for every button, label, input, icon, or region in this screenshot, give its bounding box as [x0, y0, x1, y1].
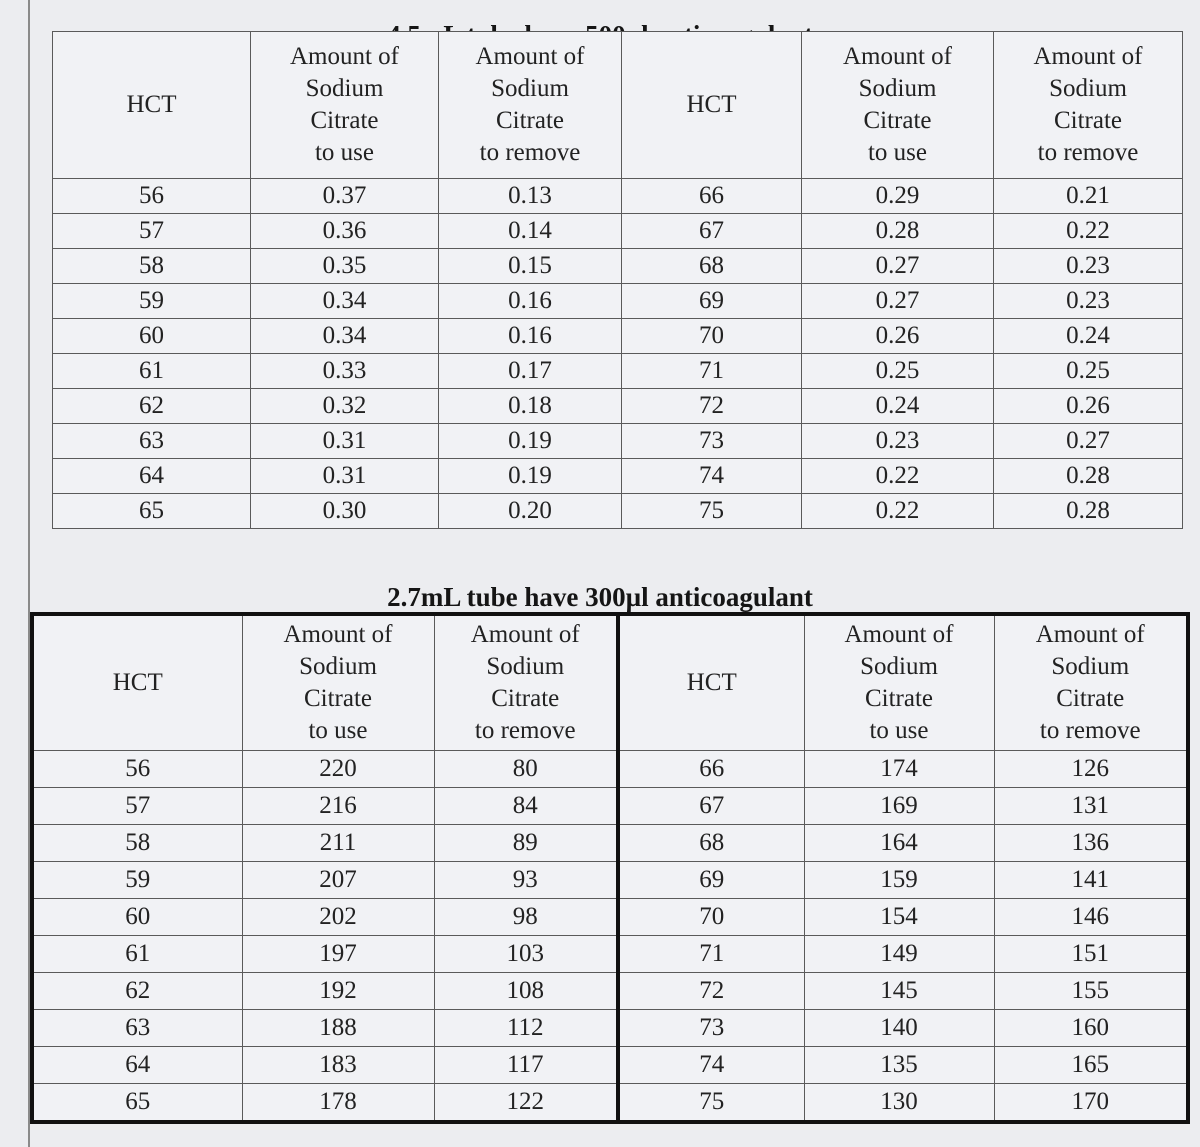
- table-cell: 0.28: [802, 214, 994, 249]
- table-cell: 57: [53, 214, 251, 249]
- table-cell: 84: [434, 788, 618, 825]
- table-cell: 0.34: [251, 284, 439, 319]
- table-cell: 220: [242, 751, 434, 788]
- column-header-line: HCT: [112, 669, 163, 696]
- table-cell: 60: [53, 319, 251, 354]
- table-cell: 0.25: [802, 354, 994, 389]
- table-cell: 164: [804, 825, 994, 862]
- table-cell: 65: [32, 1084, 242, 1123]
- header-row: [32, 614, 1188, 751]
- table-row: [53, 214, 1183, 249]
- table-cell: 70: [618, 899, 804, 936]
- table-cell: 0.22: [802, 494, 994, 529]
- column-header: [251, 32, 439, 179]
- table-cell: 67: [622, 214, 802, 249]
- table-cell: 64: [53, 459, 251, 494]
- table-cell: 0.26: [994, 389, 1183, 424]
- column-header-line: Citrate: [303, 685, 373, 712]
- table-cell: 188: [242, 1010, 434, 1047]
- column-header: [32, 614, 242, 751]
- column-header-line: to remove: [1039, 717, 1141, 744]
- table-row: [32, 825, 1188, 862]
- column-header: [242, 614, 434, 751]
- column-header: [994, 614, 1188, 751]
- table-cell: 72: [622, 389, 802, 424]
- table-cell: 0.23: [994, 249, 1183, 284]
- column-header-line: Amount of: [470, 621, 580, 648]
- column-header-line: Sodium: [299, 653, 377, 680]
- table-cell: 0.28: [994, 459, 1183, 494]
- table-cell: 66: [622, 179, 802, 214]
- table-cell: 59: [32, 862, 242, 899]
- table-cell: 216: [242, 788, 434, 825]
- column-header-line: HCT: [686, 91, 737, 118]
- column-header-line: to use: [869, 717, 929, 744]
- column-header-line: Sodium: [860, 653, 938, 680]
- table-cell: 61: [53, 354, 251, 389]
- column-header-line: Amount of: [1033, 43, 1143, 70]
- column-header-line: Citrate: [863, 107, 932, 134]
- table-cell: 59: [53, 284, 251, 319]
- column-header: [994, 32, 1183, 179]
- table-cell: 151: [994, 936, 1188, 973]
- table-cell: 80: [434, 751, 618, 788]
- column-header-line: Citrate: [1053, 107, 1123, 134]
- table-cell: 93: [434, 862, 618, 899]
- table-cell: 192: [242, 973, 434, 1010]
- table-cell: 56: [32, 751, 242, 788]
- column-header-line: to remove: [1037, 139, 1139, 166]
- table-cell: 0.30: [251, 494, 439, 529]
- table-cell: 0.15: [439, 249, 622, 284]
- table-cell: 0.28: [994, 494, 1183, 529]
- table-row: [53, 459, 1183, 494]
- table-cell: 0.35: [251, 249, 439, 284]
- table-cell: 141: [994, 862, 1188, 899]
- table-cell: 0.14: [439, 214, 622, 249]
- column-header-line: Sodium: [1049, 75, 1127, 102]
- column-header-line: to use: [867, 139, 928, 166]
- table-cell: 0.34: [251, 319, 439, 354]
- table-cell: 0.32: [251, 389, 439, 424]
- table-cell: 74: [618, 1047, 804, 1084]
- citrate-table-4-5ml: [52, 31, 1183, 529]
- table-cell: 67: [618, 788, 804, 825]
- table-row: [53, 354, 1183, 389]
- table-cell: 130: [804, 1084, 994, 1123]
- column-header-line: Sodium: [486, 653, 565, 680]
- table-cell: 71: [618, 936, 804, 973]
- table-cell: 57: [32, 788, 242, 825]
- column-header-line: Sodium: [1051, 653, 1130, 680]
- table-row: [32, 936, 1188, 973]
- column-header-line: Citrate: [864, 685, 934, 712]
- column-header: [53, 32, 251, 179]
- table-cell: 140: [804, 1010, 994, 1047]
- column-header-line: HCT: [126, 91, 177, 118]
- table-cell: 145: [804, 973, 994, 1010]
- table-row: [32, 899, 1188, 936]
- table-cell: 0.13: [439, 179, 622, 214]
- table-cell: 63: [53, 424, 251, 459]
- column-header-line: Citrate: [495, 107, 565, 134]
- table-cell: 0.19: [439, 424, 622, 459]
- column-header-line: Amount of: [289, 43, 400, 70]
- table-cell: 183: [242, 1047, 434, 1084]
- column-header-line: to use: [314, 139, 375, 166]
- table-cell: 74: [622, 459, 802, 494]
- table-cell: 0.25: [994, 354, 1183, 389]
- column-header-line: Amount of: [1035, 621, 1145, 648]
- table-cell: 0.20: [439, 494, 622, 529]
- table-cell: 174: [804, 751, 994, 788]
- table-cell: 155: [994, 973, 1188, 1010]
- table-cell: 159: [804, 862, 994, 899]
- table-cell: 75: [622, 494, 802, 529]
- table-cell: 66: [618, 751, 804, 788]
- table-cell: 98: [434, 899, 618, 936]
- table-cell: 0.36: [251, 214, 439, 249]
- column-header: [804, 614, 994, 751]
- table-cell: 68: [618, 825, 804, 862]
- table-cell: 165: [994, 1047, 1188, 1084]
- table-cell: 63: [32, 1010, 242, 1047]
- table-cell: 56: [53, 179, 251, 214]
- table-cell: 61: [32, 936, 242, 973]
- table-cell: 136: [994, 825, 1188, 862]
- table-row: [32, 973, 1188, 1010]
- table-cell: 0.22: [994, 214, 1183, 249]
- table-cell: 58: [53, 249, 251, 284]
- header-row: [53, 32, 1183, 179]
- table-cell: 0.22: [802, 459, 994, 494]
- table-cell: 0.16: [439, 284, 622, 319]
- table-row: [32, 751, 1188, 788]
- table-row: [32, 1047, 1188, 1084]
- column-header-line: Amount of: [475, 43, 585, 70]
- table-cell: 71: [622, 354, 802, 389]
- table-cell: 135: [804, 1047, 994, 1084]
- table-row: [53, 249, 1183, 284]
- table-cell: 211: [242, 825, 434, 862]
- table-row: [53, 284, 1183, 319]
- table-cell: 0.27: [802, 284, 994, 319]
- column-header-line: Sodium: [305, 75, 384, 102]
- table-cell: 73: [622, 424, 802, 459]
- table-row: [32, 1010, 1188, 1047]
- table-cell: 170: [994, 1084, 1188, 1123]
- table-title-2-7ml: 2.7mL tube have 300µl anticoagulant: [387, 582, 813, 612]
- table-cell: 103: [434, 936, 618, 973]
- column-header-line: Amount of: [842, 43, 953, 70]
- column-header-line: Citrate: [310, 107, 379, 134]
- column-header-line: to use: [308, 717, 368, 744]
- citrate-table-2-7ml: [30, 612, 1190, 1124]
- table-cell: 58: [32, 825, 242, 862]
- column-header-line: Amount of: [844, 621, 954, 648]
- column-header: [439, 32, 622, 179]
- table-cell: 0.16: [439, 319, 622, 354]
- table-cell: 178: [242, 1084, 434, 1123]
- table-cell: 73: [618, 1010, 804, 1047]
- table-cell: 0.27: [994, 424, 1183, 459]
- table-cell: 169: [804, 788, 994, 825]
- table-cell: 68: [622, 249, 802, 284]
- table-cell: 108: [434, 973, 618, 1010]
- table-cell: 75: [618, 1084, 804, 1123]
- column-header-line: Citrate: [1056, 685, 1125, 712]
- table-cell: 112: [434, 1010, 618, 1047]
- table-cell: 117: [434, 1047, 618, 1084]
- table-cell: 62: [32, 973, 242, 1010]
- table-cell: 72: [618, 973, 804, 1010]
- column-header-line: Sodium: [858, 75, 937, 102]
- table-row: [53, 389, 1183, 424]
- table-cell: 149: [804, 936, 994, 973]
- table-cell: 62: [53, 389, 251, 424]
- table-cell: 197: [242, 936, 434, 973]
- table-cell: 0.33: [251, 354, 439, 389]
- table-cell: 0.24: [802, 389, 994, 424]
- table-cell: 0.23: [802, 424, 994, 459]
- table-cell: 126: [994, 751, 1188, 788]
- column-header: [622, 32, 802, 179]
- table-cell: 146: [994, 899, 1188, 936]
- table-cell: 0.27: [802, 249, 994, 284]
- column-header-line: to remove: [479, 139, 581, 166]
- column-header-line: Sodium: [491, 75, 569, 102]
- table-cell: 202: [242, 899, 434, 936]
- column-header-line: Citrate: [491, 685, 560, 712]
- table-cell: 0.31: [251, 424, 439, 459]
- column-header: [618, 614, 804, 751]
- table-cell: 0.29: [802, 179, 994, 214]
- table-cell: 131: [994, 788, 1188, 825]
- table-cell: 70: [622, 319, 802, 354]
- table-cell: 0.21: [994, 179, 1183, 214]
- table-cell: 0.17: [439, 354, 622, 389]
- table-cell: 0.31: [251, 459, 439, 494]
- table-row: [53, 424, 1183, 459]
- column-header: [434, 614, 618, 751]
- table-cell: 160: [994, 1010, 1188, 1047]
- table-row: [32, 1084, 1188, 1123]
- column-header-line: HCT: [686, 669, 737, 696]
- table-row: [53, 179, 1183, 214]
- column-header-line: Amount of: [283, 621, 393, 648]
- table-cell: 0.37: [251, 179, 439, 214]
- table-cell: 65: [53, 494, 251, 529]
- table-cell: 0.18: [439, 389, 622, 424]
- table-cell: 207: [242, 862, 434, 899]
- table-row: [32, 788, 1188, 825]
- table-cell: 0.26: [802, 319, 994, 354]
- table-cell: 0.19: [439, 459, 622, 494]
- table-row: [53, 319, 1183, 354]
- table-cell: 64: [32, 1047, 242, 1084]
- table-cell: 122: [434, 1084, 618, 1123]
- table-row: [53, 494, 1183, 529]
- table-cell: 0.23: [994, 284, 1183, 319]
- table-row: [32, 862, 1188, 899]
- table-cell: 69: [618, 862, 804, 899]
- column-header-line: to remove: [474, 717, 576, 744]
- table-cell: 69: [622, 284, 802, 319]
- table-cell: 89: [434, 825, 618, 862]
- table-cell: 0.24: [994, 319, 1183, 354]
- table-cell: 154: [804, 899, 994, 936]
- column-header: [802, 32, 994, 179]
- table-cell: 60: [32, 899, 242, 936]
